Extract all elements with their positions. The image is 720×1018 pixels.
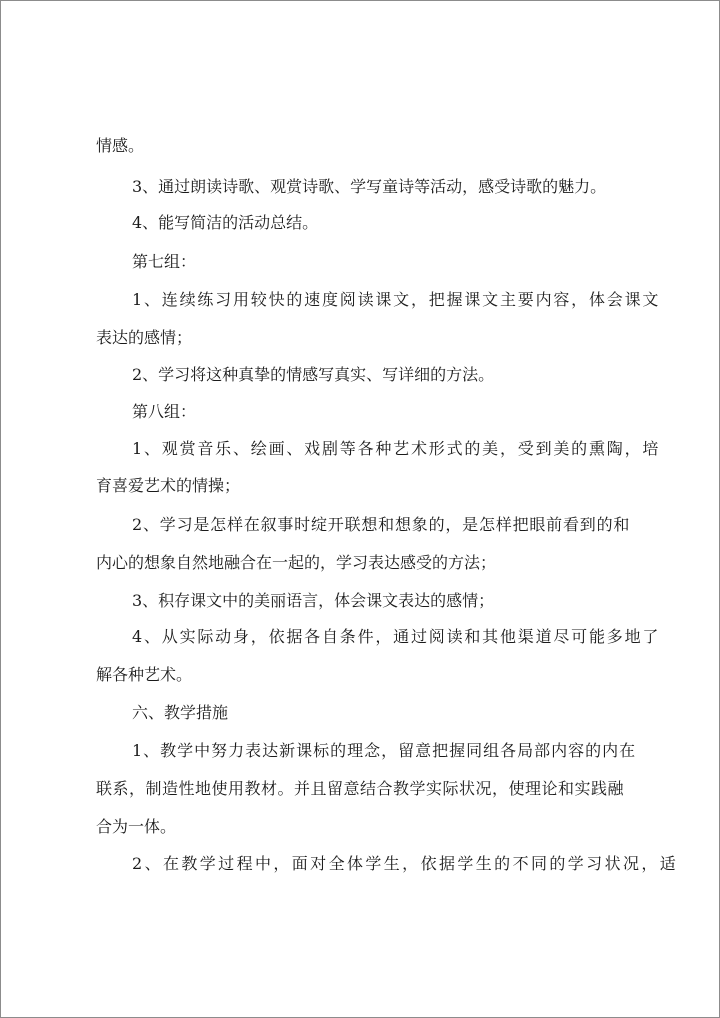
text-line: 育喜爱艺术的情操； bbox=[96, 476, 241, 495]
text-line: 2、学习将这种真挚的情感写真实、写详细的方法。 bbox=[132, 365, 495, 384]
text-line: 合为一体。 bbox=[96, 817, 177, 836]
text-line: 联系，制造性地使用教材。并且留意结合教学实际状况，使理论和实践融 bbox=[96, 779, 625, 798]
text-line: 2、在教学过程中，面对全体学生，依据学生的不同的学习状况，适 bbox=[132, 854, 679, 873]
text-line: 1、教学中努力表达新课标的理念，留意把握同组各局部内容的内在 bbox=[132, 741, 637, 760]
text-line: 1、观赏音乐、绘画、戏剧等各种艺术形式的美，受到美的熏陶，培 bbox=[132, 439, 661, 458]
text-line: 3、通过朗读诗歌、观赏诗歌、学写童诗等活动，感受诗歌的魅力。 bbox=[132, 177, 607, 196]
text-line: 1、连续练习用较快的速度阅读课文，把握课文主要内容，体会课文 bbox=[132, 290, 661, 309]
text-line: 内心的想象自然地融合在一起的，学习表达感受的方法； bbox=[96, 553, 497, 572]
text-line: 2、学习是怎样在叙事时绽开联想和想象的，是怎样把眼前看到的和 bbox=[132, 515, 631, 534]
text-line: 表达的感情； bbox=[96, 328, 193, 347]
text-line: 情感。 bbox=[96, 136, 145, 155]
text-line: 解各种艺术。 bbox=[96, 665, 193, 684]
text-line: 4、从实际动身，依据各自条件，通过阅读和其他渠道尽可能多地了 bbox=[132, 627, 661, 646]
section-heading: 六、教学措施 bbox=[132, 703, 229, 722]
section-heading: 第七组： bbox=[132, 252, 197, 271]
text-line: 3、积存课文中的美丽语言，体会课文表达的感情； bbox=[132, 591, 495, 610]
section-heading: 第八组： bbox=[132, 402, 197, 421]
text-line: 4、能写简洁的活动总结。 bbox=[132, 213, 319, 232]
